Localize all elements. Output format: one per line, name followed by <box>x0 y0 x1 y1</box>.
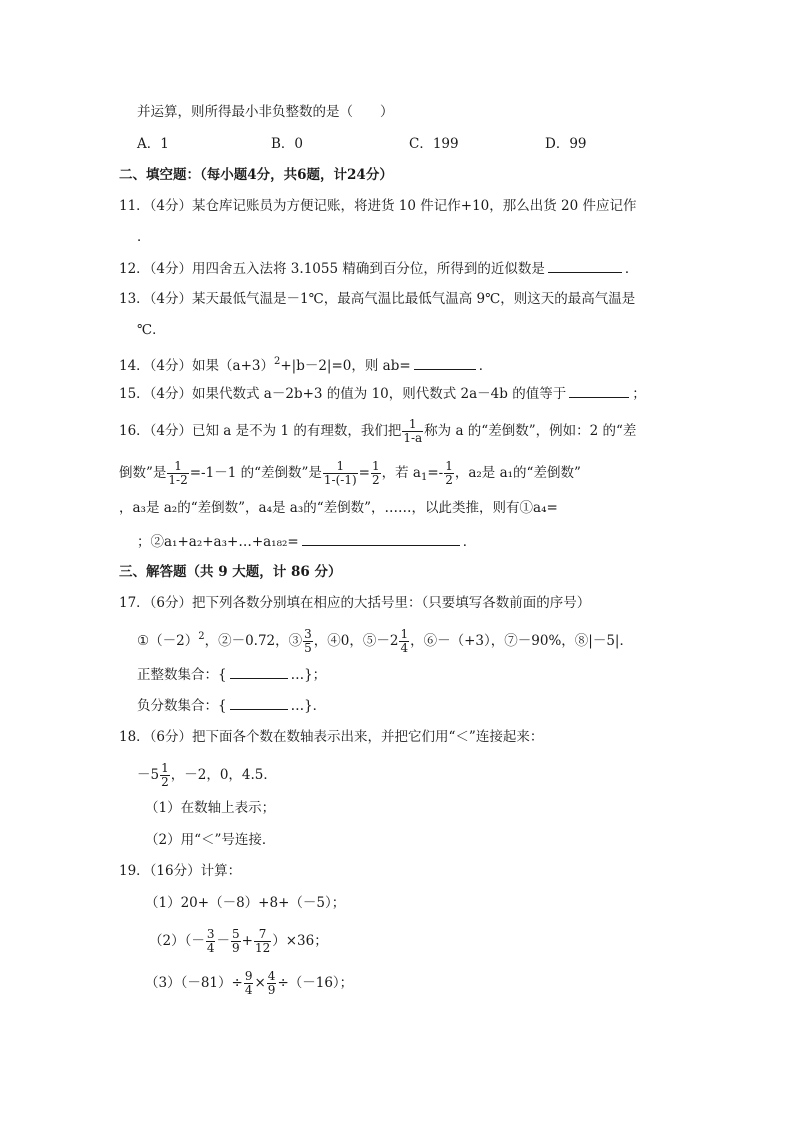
q16-text-e: ，若 a <box>381 465 421 481</box>
q10-option-a: A．1 <box>137 136 169 152</box>
q18-numbers <box>137 762 277 789</box>
q17-numbers <box>137 627 633 655</box>
q17-fraction-2 <box>399 628 409 655</box>
fraction-denominator: 2 <box>445 473 453 487</box>
q19-p2-fraction-2 <box>231 928 241 955</box>
fraction-denominator: 4 <box>400 641 409 655</box>
q10-option-d: D．99 <box>545 136 587 152</box>
q17-pos-end: …}； <box>290 667 327 683</box>
q17-text-c: ，④0，⑤－2 <box>313 633 399 649</box>
section-fill-in-title: 二、填空题：（每小题4分，共6题，计24分） <box>119 167 393 183</box>
fraction-numerator: 1 <box>402 418 423 432</box>
q15-end: ； <box>632 386 646 402</box>
q11-line1: 11．（4分）某仓库记账员为方便记账，将进货 10 件记作+10，那么出货 20 件应记作 <box>119 198 637 214</box>
q14-text-b: +|b－2|=0，则 ab= <box>280 358 411 374</box>
q12-answer-blank[interactable] <box>548 258 622 273</box>
q16-line3: ，a₃是 a₂的“差倒数”，a₄是 a₃的“差倒数”，……，以此类推，则有①a₄= <box>119 500 558 516</box>
q16-end: ． <box>462 534 477 550</box>
q13-line2: ℃． <box>137 322 166 338</box>
q12-text: 12．（4分）用四舍五入法将 3.1055 精确到百分位，所得到的近似数是 <box>119 261 545 277</box>
fraction-denominator: 2 <box>161 775 169 789</box>
fraction-denominator: 1-(-1) <box>323 473 357 487</box>
q19-p2-fraction-3 <box>254 928 271 955</box>
q13-line1: 13．（4分）某天最低气温是－1℃，最高气温比最低气温高 9℃，则这天的最高气温是 <box>119 291 636 307</box>
q16-equals: = <box>358 465 370 481</box>
fraction-denominator: 4 <box>206 941 215 955</box>
q18-text-a: －5 <box>137 767 160 783</box>
q19-p2-text-b: － <box>216 933 230 949</box>
q16-fraction-3 <box>323 460 358 487</box>
q17-text-a: ①（－2） <box>137 633 199 649</box>
q18-stem: 18．（6分）把下面各个数在数轴表示出来，并把它们用“＜”连接起来： <box>119 729 544 745</box>
q17-exponent: 2 <box>198 631 205 642</box>
fraction-denominator: 12 <box>254 941 271 955</box>
q12-line <box>119 258 638 279</box>
q17-pos-blank[interactable] <box>230 664 288 679</box>
q16-answer-blank[interactable] <box>302 531 460 546</box>
q16-text-g: ，a₂是 a₁的“差倒数” <box>454 465 581 481</box>
fraction-denominator: 9 <box>231 941 240 955</box>
q19-p2-text-d: ）×36； <box>272 933 328 949</box>
q17-fraction-1 <box>303 628 313 655</box>
q10-option-b: B．0 <box>271 136 304 152</box>
q19-part1: （1）20+（－8）+8+（－5）； <box>145 895 346 911</box>
q10-continuation: 并运算，则所得最小非负整数的是（ ） <box>137 104 394 120</box>
fraction-numerator: 3 <box>206 927 215 941</box>
section-solve-title: 三、解答题（共 9 大题，计 86 分） <box>119 564 342 580</box>
q17-stem: 17．（6分）把下列各数分别填在相应的大括号里：（只要填写各数前面的序号） <box>119 595 591 611</box>
fraction-numerator: 1 <box>445 459 453 473</box>
q16-text-a: 16．（4分）已知 a 是不为 1 的有理数，我们把 <box>119 423 402 439</box>
q15-text: 15．（4分）如果代数式 a－2b+3 的值为 10，则代数式 2a－4b 的值等于 <box>119 386 567 402</box>
q16-fraction-1 <box>402 418 423 445</box>
q16-text-h: ；②a₁+a₂+a₃+…+a₁₈₂= <box>137 534 299 550</box>
q16-text-b: 称为 a 的“差倒数”，例如：2 的“差 <box>424 423 637 439</box>
q18-fraction <box>160 762 170 789</box>
q14-line <box>119 352 492 376</box>
q17-neg-end: …}． <box>290 698 327 714</box>
fraction-numerator: 4 <box>267 969 276 983</box>
q15-answer-blank[interactable] <box>569 383 629 398</box>
q17-positive-integers <box>137 664 326 685</box>
q16-fraction-4 <box>371 460 381 487</box>
q16-subscript: 1 <box>420 472 428 483</box>
fraction-numerator: 1 <box>400 627 409 641</box>
q19-p3-fraction-2 <box>267 970 277 997</box>
q12-end: ． <box>624 261 639 277</box>
q17-text-b: ，②－0.72，③ <box>204 633 303 649</box>
q14-text-a: 14．（4分）如果（a+3） <box>119 358 274 374</box>
q19-p2-fraction-1 <box>206 928 216 955</box>
fraction-numerator: 7 <box>254 928 271 942</box>
fraction-numerator: 9 <box>244 969 253 983</box>
q14-exponent: 2 <box>273 356 281 367</box>
fraction-numerator: 1 <box>323 460 358 474</box>
q19-stem: 19．（16分）计算： <box>119 863 242 879</box>
fraction-denominator: 2 <box>371 473 380 487</box>
q16-line2 <box>119 460 581 488</box>
fraction-denominator: 4 <box>244 983 253 997</box>
fraction-denominator: 1-2 <box>168 473 188 487</box>
q16-fraction-5 <box>444 460 454 487</box>
q17-neg-blank[interactable] <box>230 695 288 710</box>
fraction-numerator: 3 <box>304 627 312 641</box>
q16-fraction-2 <box>167 460 188 487</box>
q14-end: ． <box>478 358 493 374</box>
q17-negative-fractions <box>137 695 326 716</box>
q18-sub2: （2）用“＜”号连接． <box>145 832 276 848</box>
q16-text-c: 倒数”是 <box>119 465 167 481</box>
q19-p3-text-c: ÷（－16）； <box>277 975 354 991</box>
q18-sub1: （1）在数轴上表示； <box>145 800 276 816</box>
fraction-numerator: 1 <box>371 459 380 473</box>
q16-line1 <box>119 418 636 445</box>
q15-line <box>119 383 646 404</box>
q14-answer-blank[interactable] <box>414 355 476 370</box>
q19-p3-text-a: （3）（－81）÷ <box>145 975 243 991</box>
q19-p3-fraction-1 <box>244 970 254 997</box>
fraction-denominator: 5 <box>304 641 312 655</box>
q19-part3 <box>145 970 353 997</box>
fraction-numerator: 1 <box>167 460 188 474</box>
q19-p2-text-a: （2）（－ <box>149 933 205 949</box>
q16-text-d: =-1－1 的“差倒数”是 <box>189 465 322 481</box>
q17-neg-label: 负分数集合：{ <box>137 698 227 714</box>
q18-text-b: ，－2，0，4.5． <box>170 767 277 783</box>
q19-part2 <box>149 928 328 955</box>
q11-line2: ． <box>137 229 151 245</box>
fraction-numerator: 5 <box>231 927 240 941</box>
q17-text-d: ，⑥－（+3），⑦－90%，⑧|－5|． <box>410 633 633 649</box>
q16-text-f: =- <box>427 465 444 481</box>
q10-option-c: C．199 <box>409 136 459 152</box>
q19-p3-text-b: × <box>254 975 266 991</box>
q16-line4 <box>137 531 476 552</box>
fraction-numerator: 1 <box>161 761 169 775</box>
q17-pos-label: 正整数集合：{ <box>137 667 227 683</box>
q19-p2-text-c: + <box>241 933 253 949</box>
fraction-denominator: 1-a <box>403 431 423 445</box>
fraction-denominator: 9 <box>267 983 276 997</box>
